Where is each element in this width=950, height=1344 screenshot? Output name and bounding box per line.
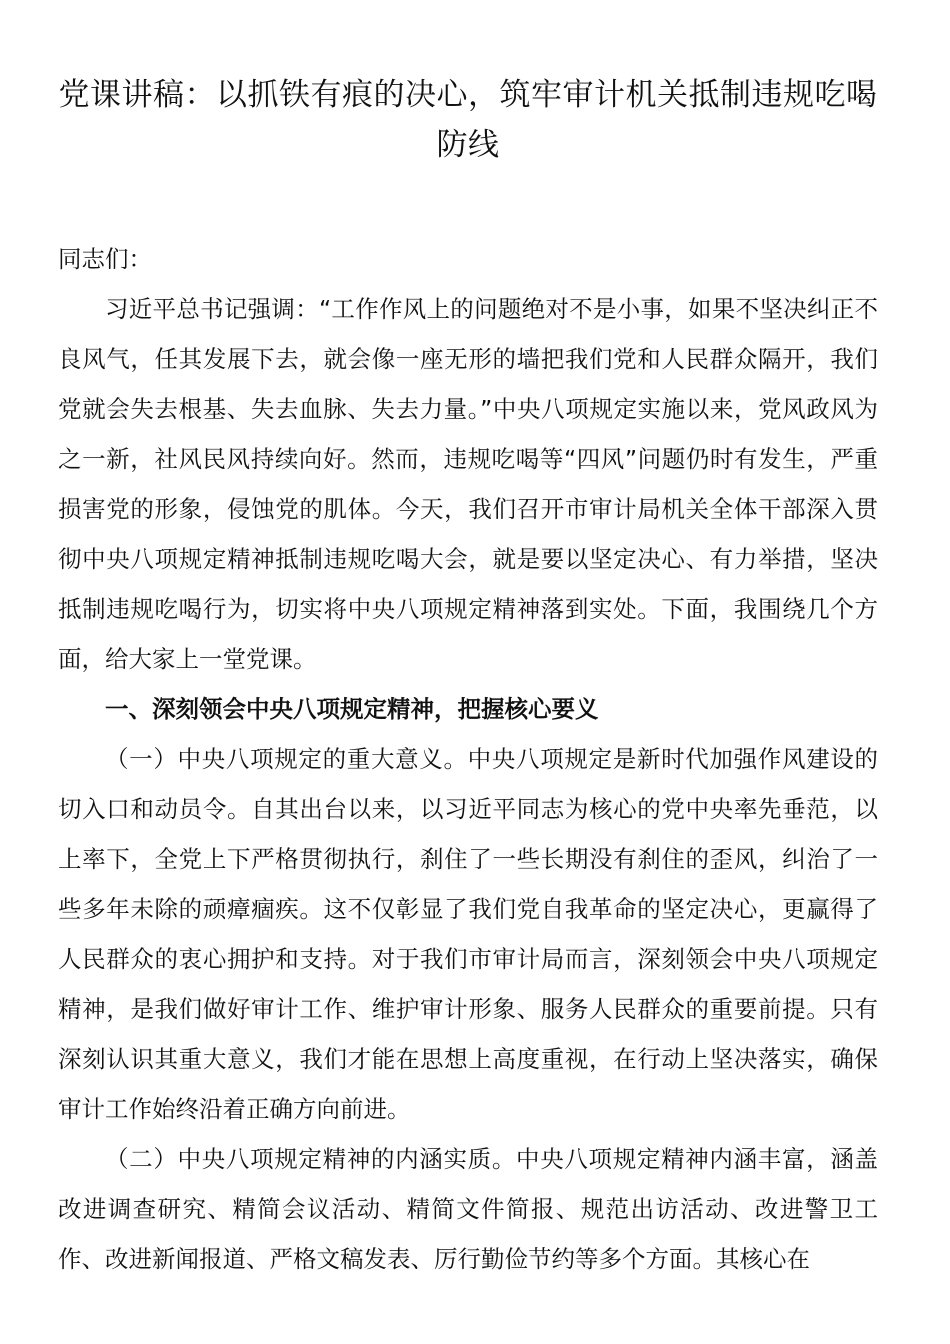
- paragraph-connotation: （二）中央八项规定精神的内涵实质。中央八项规定精神内涵丰富，涵盖改进调查研究、精简会议活动、精简文件简报、规范出访活动、改进警卫工作、改进新闻报道、严格文稿发表、厉行勤俭节约等多个方面。其核心在: [58, 1145, 878, 1273]
- paragraph-intro: 习近平总书记强调：“工作作风上的问题绝对不是小事，如果不坚决纠正不良风气，任其发展下去，就会像一座无形的墙把我们党和人民群众隔开，我们党就会失去根基、失去血脉、失去力量。”中央八项规定实施以来，党风政风为之一新，社风民风持续向好。然而，违规吃喝等“四风”问题仍时有发生，严重损害党的形象，侵蚀党的肌体。今天，我们召开市审计局机关全体干部深入贯彻中央八项规定精神抵制违规吃喝大会，就是要以坚定决心、有力举措，坚决抵制违规吃喝行为，切实将中央八项规定精神落到实处。下面，我围绕几个方面，给大家上一堂党课。: [58, 295, 878, 673]
- document-page: [58, 70, 878, 1284]
- section-heading-1: 一、深刻领会中央八项规定精神，把握核心要义: [105, 695, 599, 723]
- document-title: 党课讲稿：以抓铁有痕的决心，筑牢审计机关抵制违规吃喝防线: [58, 77, 878, 163]
- paragraph-significance: （一）中央八项规定的重大意义。中央八项规定是新时代加强作风建设的切入口和动员令。自其出台以来，以习近平同志为核心的党中央率先垂范，以上率下，全党上下严格贯彻执行，刹住了一些长期没有刹住的歪风，纠治了一些多年未除的顽瘴痼疾。这不仅彰显了我们党自我革命的坚定决心，更赢得了人民群众的衷心拥护和支持。对于我们市审计局而言，深刻领会中央八项规定精神，是我们做好审计工作、维护审计形象、服务人民群众的重要前提。只有深刻认识其重大意义，我们才能在思想上高度重视，在行动上坚决落实，确保审计工作始终沿着正确方向前进。: [58, 745, 878, 1123]
- salutation: 同志们：: [58, 245, 152, 273]
